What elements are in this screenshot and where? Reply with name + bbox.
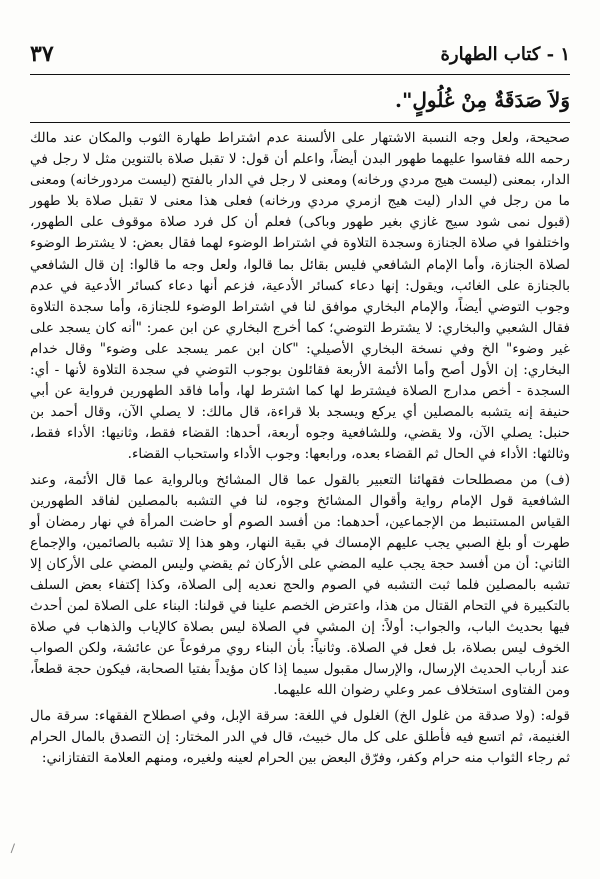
hadith-text: وَلاَ صَدَقَةٌ مِنْ غُلُولٍ". [395,88,570,112]
matn-separator-rule [30,122,570,123]
running-title: ١ - كتاب الطهارة [440,43,570,65]
header-rule [30,74,570,75]
scan-mark [11,843,25,856]
page-header [30,40,570,68]
commentary-body [30,128,570,773]
commentary-paragraph: قوله: (ولا صدقة من غلول الخ) الغلول في اللغة: سرقة الإبل، وفي اصطلاح الفقهاء: سرقة مال الغنيمة، ثم اتسع فيه فأطلق على كل مال خبيث، قال في الدر المختار: إن التصدق بالمال الحرام ثم رجاء الثواب منه حرام وكفر، وفرّق البعض بين الحرام لعينه ولغيره، ومنهم العلامة التفتازاني: [30,707,570,766]
commentary-paragraph: (ف) من مصطلحات فقهائنا التعبير بالقول عما قال المشائخ وبالرواية عما قال الأئمة، وعند الشافعية قول الإمام رواية وأقوال المشائخ وجوه، لنا في التشبه بالمصلين لفاقد الطهورين القياس المستنبط من الإجماعين، أحدهما: من أفسد الصوم أو حاضت المرأة في نهار رمضان أو طهرت أو بلغ الصبي يجب عليهم الإمساك في بقية النهار، وهو هذا إلا تشبه بالصائمين، والإجماع الثاني: أن من أفسد حجة يجب عليه المضي على الأركان ثم يقضي وليس المضي على الأركان إلا تشبه بالمصلين فلما ثبت التشبه في الصوم والحج نعديه إلى الصلاة، وكذا إكتفاء بعض السلف بالتكبيرة في التحام القتال من هذا، واعترض الخصم علينا في قولنا: البناء على الصلاة لمن أحدث فيها بحديث الباب، والجواب: أولاً: إن المشي في الصلاة ليس بصلاة كالإياب والذهاب في صلاة الخوف ليس بصلاة، بل فعل في الصلاة. وثانياً: بأن البناء روي مرفوعاً عن عائشة، ولكن الصواب عند أرباب الحديث الإرسال، والإرسال مقبول سيما إذا كان مؤيداً بفتيا الصحابة، فيكون حجة قطعاً، ومن الفتاوى استخلاف عمر وعلي رضوان الله عليهما. [30,471,570,699]
commentary-paragraph: صحيحة، ولعل وجه النسبة الاشتهار على الألسنة عدم اشتراط طهارة الثوب والمكان عند مالك رحمه الله فقاسوا عليهما طهور البدن أيضاً، واعلم أن قول: لا تقبل صلاة بالتنوين مثل لا رجل في الدار، بمعنى (ليست هيج مردي ورخانه) ومعنى لا رجل في الدار بالفتح (ليست مردورخانه) ومعنى ما من رجل في الدار (ليت هيج ازمري مردي ورخانه) فعلى هذا معنى لا تقبل صلاة بلا طهور (قبول نمى شود سيج غازي بغير طهور وباكى) فعلم أن كل فرد صلاة موقوف على الطهور، واختلفوا في صلاة الجنازة وسجدة التلاوة في اشتراط الوضوء لهما فقال بعض: لا يشترط الوضوء لصلاة الجنازة، وأما الإمام الشافعي فليس بقائل بما قالوا، ولعل وجه ما قالوا: إن قال الشافعي بالجنازة على الغائب، ويقول: إنها دعاء كسائر الأدعية، فزعم أنها دعاء كسائر الأدعية في عدم وجوب التوضي أيضاً، والإمام البخاري موافق لنا في اشتراط الوضوء للجنازة، وأما سجدة التلاوة فقال الشعبي والبخاري: لا يشترط التوضي؛ كما أخرج البخاري عن ابن عمر: "أنه كان يسجد على غير وضوء" الخ وفي نسخة البخاري الأصيلي: "كان ابن عمر يسجد على وضوء" وقال خدام البخاري: إن الأول أصح وأما الأئمة الأربعة فقائلون بوجوب التوضي في سجدة التلاوة لأنها - أي: السجدة - أخص مدارج الصلاة فيشترط لها كما اشترط لها، وأما فاقد الطهورين فرواية عن أبي حنيفة إنه يتشبه بالمصلين أي يركع ويسجد بلا قراءة، قال مالك: لا يصلي الآن، وقال أحمد بن حنبل: يصلي الآن، ولا يقضي، وللشافعية وجوه أربعة، أحدها: القضاء فقط، وثانيها: الأداء فقط، وثالثها: الأداء في الحال ثم القضاء بعده، ورابعها: وجوب الأداء واستحباب القضاء. [30,130,570,463]
page-number: ٣٧ [30,41,54,67]
